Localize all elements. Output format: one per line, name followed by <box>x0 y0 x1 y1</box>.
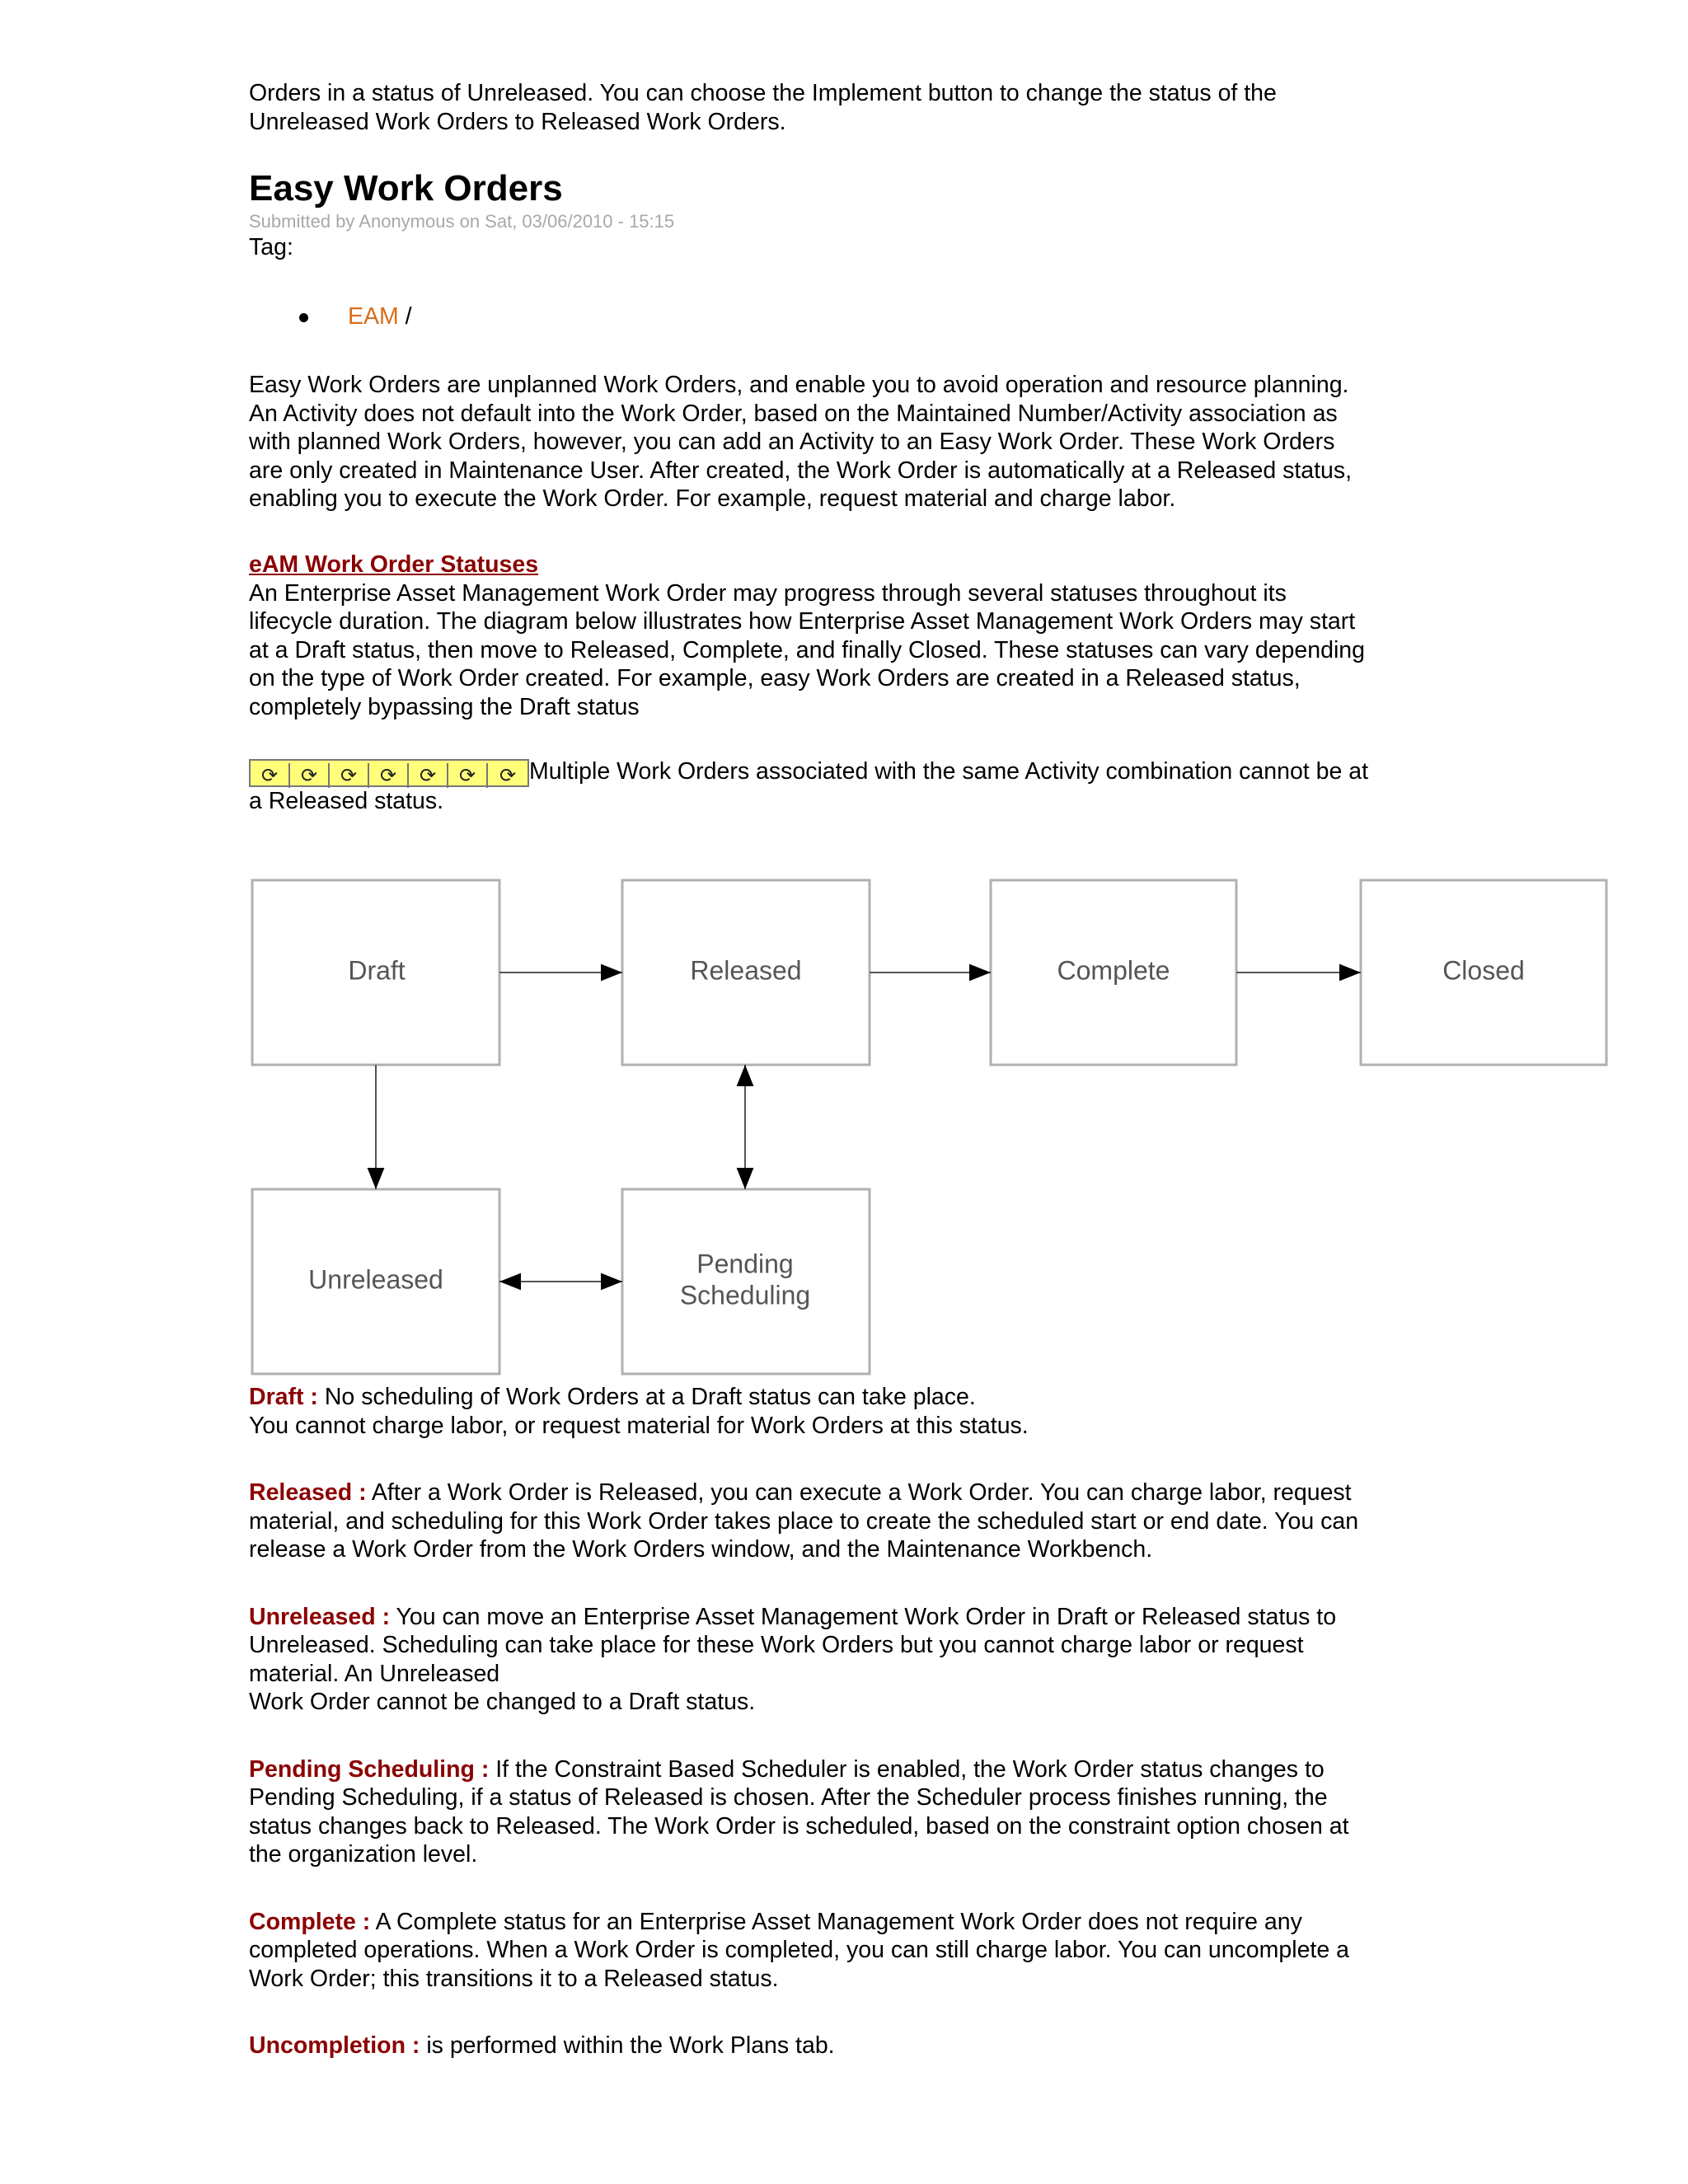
intro-paragraph <box>249 79 1461 136</box>
note-block <box>249 757 1461 816</box>
definition-line: completed operations. When a Work Order is completed, you can still charge labor. You can uncomplete a <box>249 1937 1349 1963</box>
definition-draft <box>249 1383 1461 1440</box>
definition-line: Work Order cannot be changed to a Draft status. <box>249 1689 756 1715</box>
node-complete-label: Complete <box>1057 955 1170 986</box>
refresh-icon: ⟳ <box>290 763 330 788</box>
node-pending-label-line1: Pending <box>696 1249 794 1279</box>
easy-work-orders-paragraph <box>249 371 1461 513</box>
definition-line: After a Work Order is Released, you can execute a Work Order. You can charge labor, request <box>366 1479 1352 1506</box>
status-flow-diagram <box>247 874 1615 1385</box>
definition-line: the organization level. <box>249 1841 478 1868</box>
refresh-icon: ⟳ <box>448 763 488 788</box>
refresh-icon: ⟳ <box>330 763 369 788</box>
bullet-icon <box>299 313 308 322</box>
definition-unreleased <box>249 1603 1461 1717</box>
tag-link-eam[interactable]: EAM <box>348 303 399 330</box>
node-pending-label-line2: Scheduling <box>679 1280 811 1310</box>
statuses-link[interactable]: eAM Work Order Statuses <box>249 551 539 578</box>
submitted-meta: Submitted by Anonymous on Sat, 03/06/2010 - 15:15 <box>249 211 675 232</box>
note-icon-strip <box>249 759 529 787</box>
definition-line: You can move an Enterprise Asset Management Work Order in Draft or Released status to <box>390 1603 1337 1630</box>
definition-uncompletion <box>249 2032 1461 2060</box>
paragraph-line: Easy Work Orders are unplanned Work Orders, and enable you to avoid operation and resource planning. <box>249 372 1349 398</box>
definition-line: status changes back to Released. The Work Order is scheduled, based on the constraint option chosen at <box>249 1812 1349 1840</box>
definition-line: If the Constraint Based Scheduler is enabled, the Work Order status changes to <box>489 1755 1325 1783</box>
page-title: Easy Work Orders <box>249 168 563 209</box>
term-released: Released : <box>249 1479 367 1506</box>
definition-line: A Complete status for an Enterprise Asset Management Work Order does not require any <box>370 1908 1302 1935</box>
definition-line: is performed within the Work Plans tab. <box>420 2032 835 2059</box>
definition-line: release a Work Order from the Work Orders window, and the Maintenance Workbench. <box>249 1536 1153 1563</box>
paragraph-line: are only created in Maintenance User. After created, the Work Order is automatically at a Released status, <box>249 457 1353 484</box>
note-line: a Released status. <box>249 788 444 814</box>
paragraph-line: An Activity does not default into the Work Order, based on the Maintained Number/Activity association as <box>249 400 1338 427</box>
node-draft-label: Draft <box>348 955 406 986</box>
definition-line: material. An Unreleased <box>249 1660 500 1687</box>
node-unreleased-label: Unreleased <box>308 1264 443 1295</box>
status-definitions <box>249 1383 1461 2099</box>
term-pending-scheduling: Pending Scheduling : <box>249 1755 490 1783</box>
tag-list <box>249 302 1461 335</box>
definition-line: Unreleased. Scheduling can take place for these Work Orders but you cannot charge labor or request <box>249 1632 1304 1658</box>
statuses-paragraph <box>249 579 1461 722</box>
tag-label: Tag: <box>249 234 293 260</box>
term-draft: Draft : <box>249 1384 318 1410</box>
paragraph-line: at a Draft status, then move to Released, Complete, and finally Closed. These statuses can vary depending <box>249 636 1365 663</box>
note-line: Multiple Work Orders associated with the same Activity combination cannot be at <box>529 758 1369 785</box>
status-flow-svg <box>247 874 1615 1385</box>
definition-pending-scheduling <box>249 1755 1461 1869</box>
paragraph-line: lifecycle duration. The diagram below illustrates how Enterprise Asset Management Work Orders may start <box>249 608 1356 635</box>
refresh-icon: ⟳ <box>251 763 290 788</box>
intro-line: Unreleased Work Orders to Released Work Orders. <box>249 108 786 135</box>
refresh-icon: ⟳ <box>499 764 517 787</box>
term-unreleased: Unreleased : <box>249 1603 391 1630</box>
paragraph-line: enabling you to execute the Work Order. For example, request material and charge labor. <box>249 485 1176 512</box>
node-closed-label: Closed <box>1442 955 1525 986</box>
article-content <box>249 79 1461 816</box>
paragraph-line: An Enterprise Asset Management Work Order may progress through several statuses throughout its <box>249 579 1287 607</box>
refresh-icon: ⟳ <box>409 763 448 788</box>
definition-line: No scheduling of Work Orders at a Draft status can take place. <box>317 1384 976 1410</box>
paragraph-line: on the type of Work Order created. For example, easy Work Orders are created in a Released status, <box>249 665 1301 691</box>
paragraph-line: with planned Work Orders, however, you can add an Activity to an Easy Work Order. These Work Orders <box>249 429 1335 455</box>
definition-line: Work Order; this transitions it to a Released status. <box>249 1965 779 1992</box>
refresh-icon: ⟳ <box>369 763 409 788</box>
definition-released <box>249 1479 1461 1564</box>
paragraph-line: completely bypassing the Draft status <box>249 693 640 720</box>
definition-line: material, and scheduling for this Work Order takes place to create the scheduled start or end date. You can <box>249 1507 1359 1535</box>
term-uncompletion: Uncompletion : <box>249 2032 420 2059</box>
node-released-label: Released <box>690 955 802 986</box>
tag-separator: / <box>398 303 412 330</box>
tag-item <box>249 302 1461 330</box>
intro-line: Orders in a status of Unreleased. You can choose the Implement button to change the status of the <box>249 80 1277 106</box>
definition-line: Pending Scheduling, if a status of Released is chosen. After the Scheduler process finishes running, the <box>249 1784 1328 1811</box>
definition-line: You cannot charge labor, or request material for Work Orders at this status. <box>249 1412 1029 1439</box>
definition-complete <box>249 1908 1461 1994</box>
term-complete: Complete : <box>249 1908 371 1935</box>
